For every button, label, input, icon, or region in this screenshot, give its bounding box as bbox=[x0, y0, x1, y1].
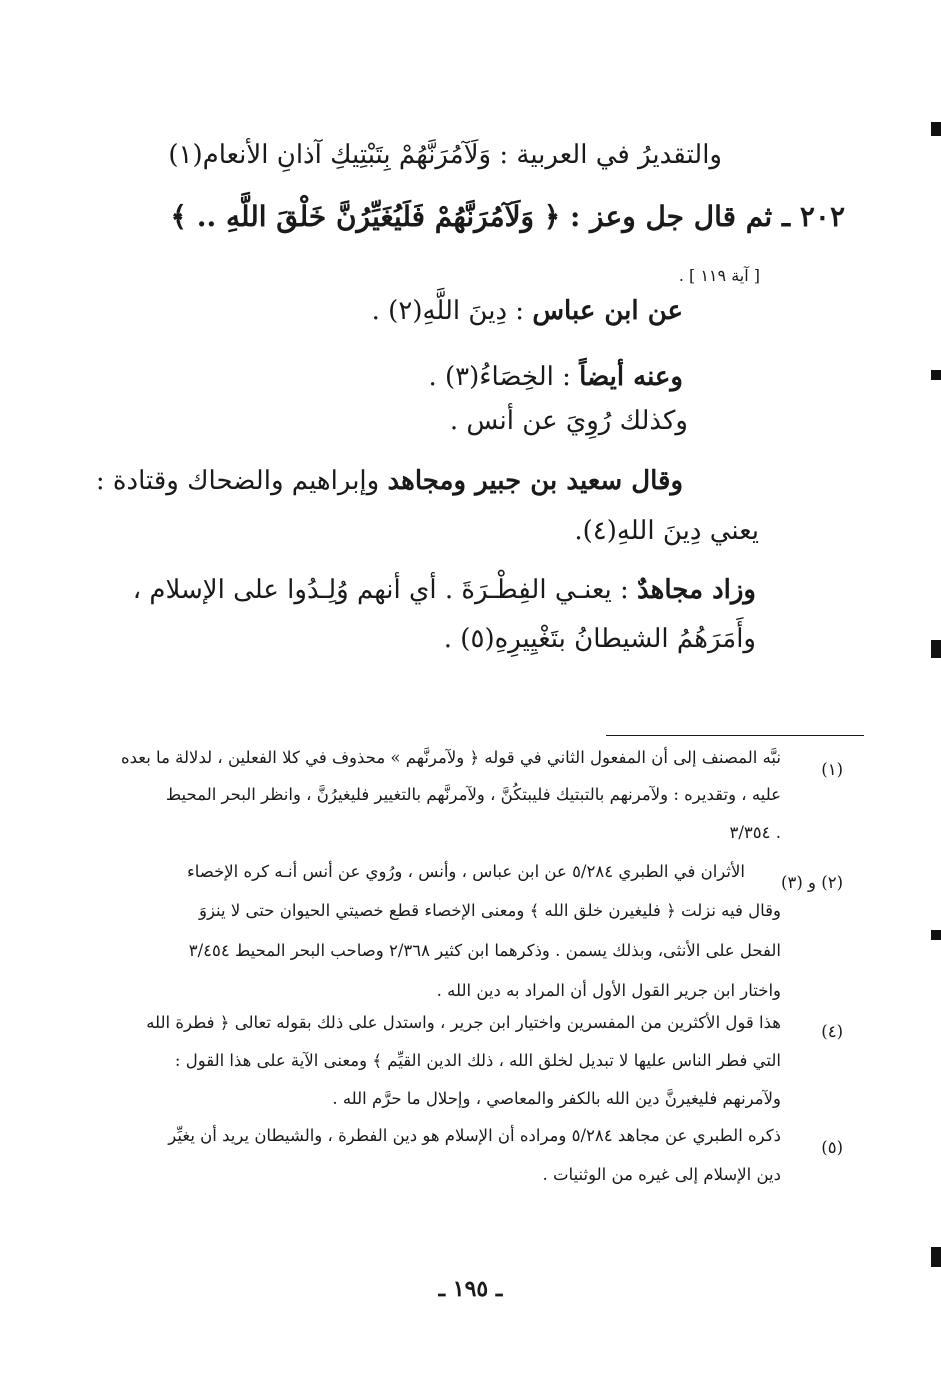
scan-edge-mark bbox=[931, 640, 941, 658]
footnote-4-line-2: التي فطر الناس عليها لا تبديل لخلق الله ، ذلك الدين القيِّم ﴾ ومعنى الآية على هذا القول : bbox=[174, 1051, 781, 1070]
line-9-rest: : يعنـي الفِطْـرَةَ . أي أنهم وُلِـدُوا على الإسلام ، bbox=[132, 575, 638, 605]
scan-edge-mark bbox=[931, 370, 941, 380]
footnote-2-line-2: وقال فيه نزلت ﴿ فليغيرن خلق الله ﴾ ومعنى الإخصاء قطع خصيتي الحيوان حتى لا ينزوَ bbox=[198, 901, 781, 920]
footnote-1-number: (١) bbox=[821, 760, 843, 779]
footnote-4-line-1: هذا قول الأكثرين من المفسرين واختيار ابن جرير ، واستدل على ذلك بقوله تعالى ﴿ فطرة الله bbox=[146, 1013, 781, 1032]
scan-edge-mark bbox=[931, 930, 941, 940]
footnote-separator bbox=[606, 735, 864, 736]
footnote-1-line-3: ٣/٣٥٤ . bbox=[729, 823, 781, 842]
line-7 bbox=[96, 466, 683, 496]
line-9 bbox=[133, 575, 756, 605]
footnote-2-line-1: الأثران في الطبري ٥/٢٨٤ عن ابن عباس ، وأنس ، ورُوي عن أنس أنـه كره الإخصاء bbox=[186, 862, 745, 881]
line-8: يعني دِينَ اللهِ(٤). bbox=[574, 516, 759, 546]
footnote-5-line-1: ذكره الطبري عن مجاهد ٥/٢٨٤ ومراده أن الإسلام هو دين الفطرة ، والشيطان يريد أن يغيِّر bbox=[168, 1126, 781, 1145]
line-4 bbox=[372, 296, 683, 326]
line-6: وكذلك رُوِيَ عن أنس . bbox=[449, 406, 688, 436]
line-2 bbox=[171, 200, 845, 233]
footnote-4-line-3: ولآمرنهم فليغيرنَّ دين الله بالكفر والمعاصي ، وإحلال ما حرَّم الله . bbox=[332, 1089, 781, 1108]
entry-heading: ثم قال جل وعز : ﴿ وَلَآمُرَنَّهُمْ فَلَيُغَيِّرُنَّ خَلْقَ اللَّهِ .. ﴾ bbox=[170, 200, 773, 233]
scan-edge-mark bbox=[931, 122, 941, 136]
line-7-rest: وإبراهيم والضحاك وقتادة : bbox=[95, 466, 388, 496]
footnote-2-line-4: واختار ابن جرير القول الأول أن المراد به دين الله . bbox=[436, 981, 781, 1000]
footnote-5-number: (٥) bbox=[821, 1138, 843, 1157]
line-5 bbox=[428, 362, 683, 392]
line-5-rest: : الخِصَاءُ(٣) . bbox=[428, 362, 580, 392]
ayah-reference: [ آية ١١٩ ] . bbox=[678, 266, 760, 285]
footnote-4-number: (٤) bbox=[821, 1022, 843, 1041]
footnote-1-line-1: نبَّه المصنف إلى أن المفعول الثاني في قوله ﴿ ولآمرنَّهم » محذوف في كلا الفعلين ، لدلالة ما بعده bbox=[120, 748, 781, 767]
scan-edge-mark bbox=[931, 1247, 941, 1267]
page-number: ـ ١٩٥ ـ bbox=[438, 1276, 503, 1302]
footnote-2-3-number: (٢) و (٣) bbox=[781, 873, 843, 892]
narrators-group: وقال سعيد بن جبير ومجاهد bbox=[387, 466, 683, 496]
footnote-5-line-2: دين الإسلام إلى غيره من الوثنيات . bbox=[542, 1165, 781, 1184]
line-4-rest: : دِينَ اللَّهِ(٢) . bbox=[371, 296, 533, 326]
line-10: وأَمَرَهُمُ الشيطانُ بتَغْيِيرِهِ(٥) . bbox=[443, 624, 756, 654]
line-1: والتقديرُ في العربية : وَلَآمُرَنَّهُمْ بِتَبْتِيكِ آذانِ الأنعام(١) bbox=[168, 140, 722, 170]
narrator-also: وعنه أيضاً bbox=[579, 362, 683, 392]
entry-number: ٢٠٢ ـ bbox=[781, 200, 845, 233]
narrator-ibn-abbas: عن ابن عباس bbox=[532, 296, 683, 326]
footnote-2-line-3: الفحل على الأنثى، وبذلك يسمن . وذكرهما ابن كثير ٢/٣٦٨ وصاحب البحر المحيط ٣/٤٥٤ bbox=[188, 941, 781, 960]
footnote-1-line-2: عليه ، وتقديره : ولآمرنهم بالتبتيك فليبتكُنَّ ، ولآمرنَّهم بالتغيير فليغيرُنَّ ، وانظر البحر المحيط bbox=[165, 785, 781, 804]
narrator-mujahid: وزاد مجاهدٌ bbox=[637, 575, 756, 605]
